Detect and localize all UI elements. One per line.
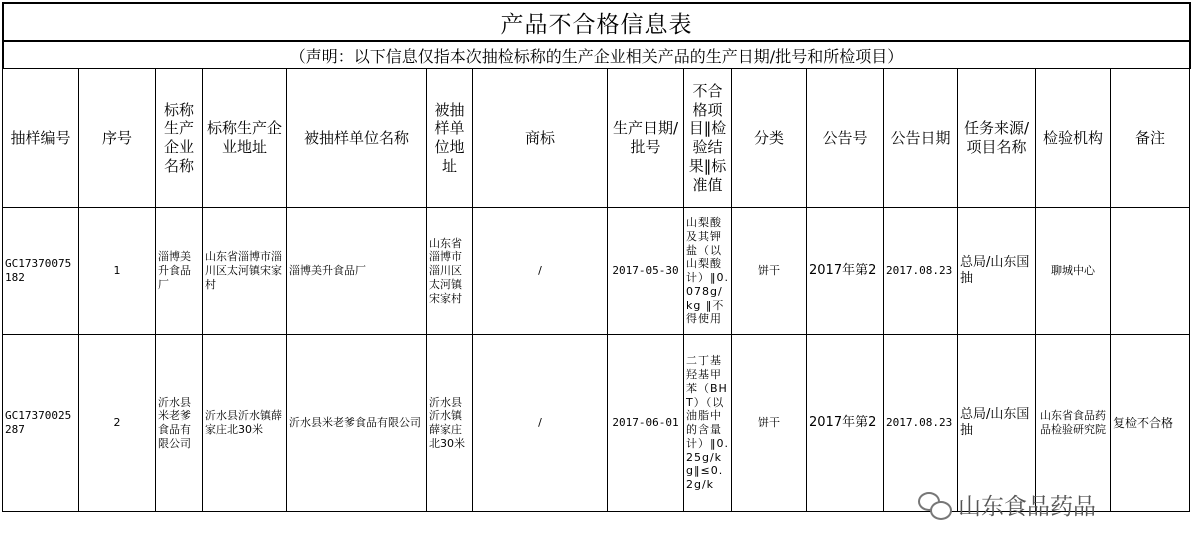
cell-seq: 1 (79, 208, 156, 335)
cell-failed-item: 山梨酸及其钾盐（以山梨酸计）‖0.078g/kg ‖不得使用 (684, 208, 732, 335)
header-producer-addr: 标称生产企业地址 (203, 69, 287, 208)
header-seq: 序号 (79, 69, 156, 208)
header-date-batch: 生产日期/批号 (608, 69, 684, 208)
cell-producer: 淄博美升食品厂 (156, 208, 203, 335)
header-sample-no: 抽样编号 (3, 69, 79, 208)
header-sampled-addr: 被抽样单位地址 (427, 69, 473, 208)
cell-lab: 聊城中心 (1036, 208, 1111, 335)
header-remark: 备注 (1111, 69, 1190, 208)
header-notice-no: 公告号 (807, 69, 884, 208)
cell-notice-no: 2017年第2 (807, 335, 884, 512)
cell-remark: 复检不合格 (1111, 335, 1190, 512)
cell-remark (1111, 208, 1190, 335)
header-row (3, 69, 1190, 208)
cell-brand: / (473, 208, 608, 335)
cell-task-source: 总局/山东国抽 (958, 208, 1036, 335)
chat-bubbles-icon (918, 490, 952, 520)
cell-sampled-unit: 沂水县米老爹食品有限公司 (287, 335, 427, 512)
cell-producer-addr: 沂水县沂水镇薛家庄北30米 (203, 335, 287, 512)
cell-failed-item: 二丁基羟基甲苯（BHT）（以油脂中的含量计）‖0.25g/kg‖≤0.2g/k (684, 335, 732, 512)
table-title: 产品不合格信息表 (2, 2, 1191, 40)
header-sampled-unit: 被抽样单位名称 (287, 69, 427, 208)
watermark (918, 488, 1096, 521)
cell-producer: 沂水县米老爹食品有限公司 (156, 335, 203, 512)
header-brand: 商标 (473, 69, 608, 208)
header-failed-item: 不合格项目‖检验结果‖标准值 (684, 69, 732, 208)
header-lab: 检验机构 (1036, 69, 1111, 208)
cell-notice-no: 2017年第2 (807, 208, 884, 335)
cell-seq: 2 (79, 335, 156, 512)
cell-notice-date: 2017.08.23 (884, 335, 958, 512)
cell-brand: / (473, 335, 608, 512)
table-row (3, 208, 1190, 335)
table-row (3, 335, 1190, 512)
cell-category: 饼干 (732, 335, 807, 512)
cell-notice-date: 2017.08.23 (884, 208, 958, 335)
cell-sampled-addr: 沂水县沂水镇薛家庄北30米 (427, 335, 473, 512)
cell-sampled-unit: 淄博美升食品厂 (287, 208, 427, 335)
header-producer: 标称生产企业名称 (156, 69, 203, 208)
header-task-source: 任务来源/项目名称 (958, 69, 1036, 208)
cell-date-batch: 2017-05-30 (608, 208, 684, 335)
cell-date-batch: 2017-06-01 (608, 335, 684, 512)
nonconforming-products-table (2, 68, 1190, 512)
cell-sample-no: GC17370025287 (3, 335, 79, 512)
header-notice-date: 公告日期 (884, 69, 958, 208)
cell-category: 饼干 (732, 208, 807, 335)
watermark-text: 山东食品药品 (958, 494, 1096, 520)
cell-producer-addr: 山东省淄博市淄川区太河镇宋家村 (203, 208, 287, 335)
cell-task-source: 总局/山东国抽 (958, 335, 1036, 512)
cell-sampled-addr: 山东省淄博市淄川区太河镇宋家村 (427, 208, 473, 335)
header-category: 分类 (732, 69, 807, 208)
cell-lab: 山东省食品药品检验研究院 (1036, 335, 1111, 512)
statement-note: （声明：以下信息仅指本次抽检标称的生产企业相关产品的生产日期/批号和所检项目） (2, 40, 1191, 69)
cell-sample-no: GC17370075182 (3, 208, 79, 335)
